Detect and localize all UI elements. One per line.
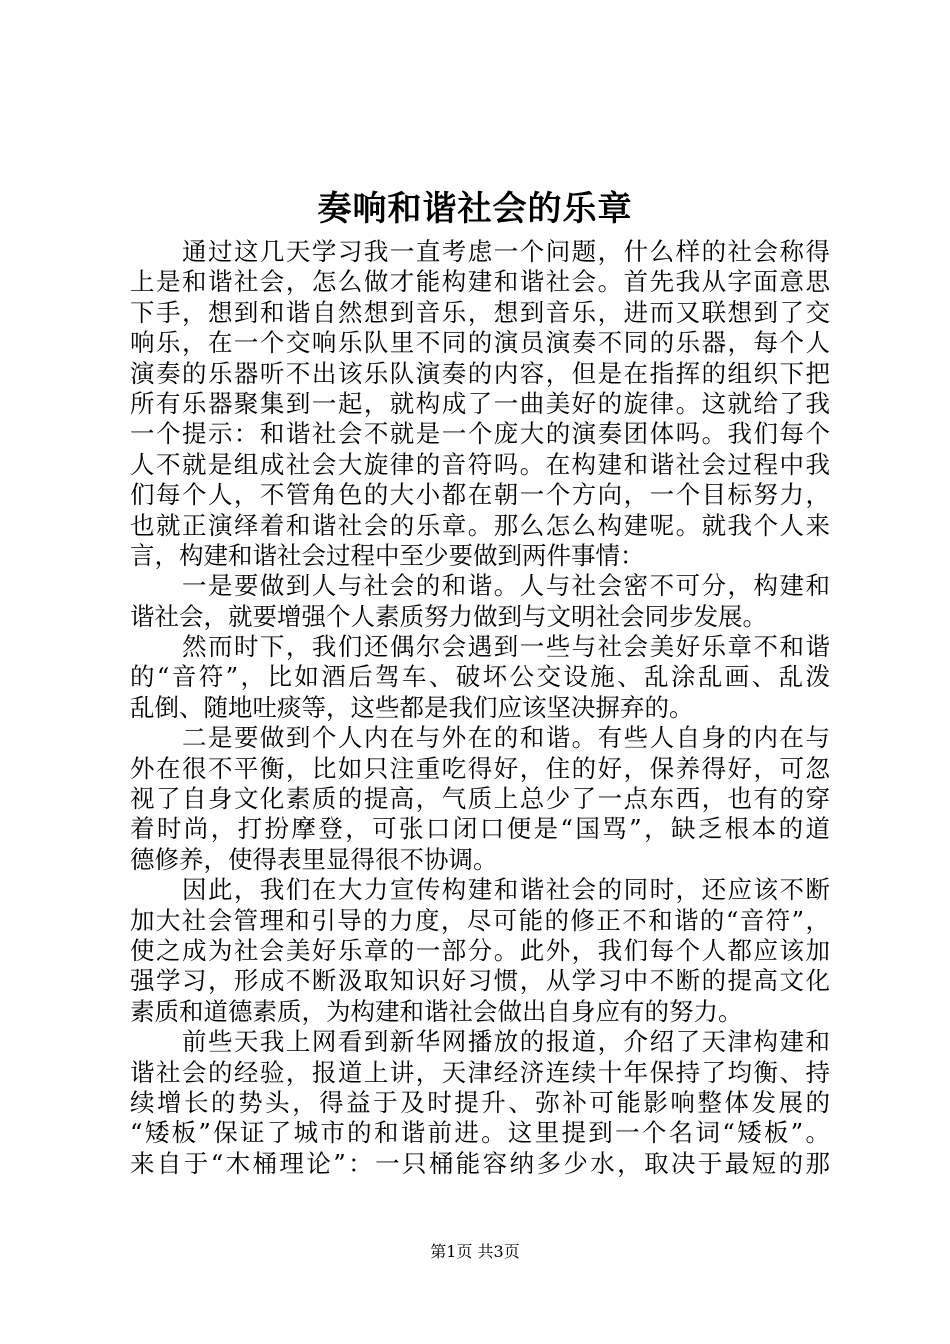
paragraph xyxy=(130,723,830,875)
text-line: 谐社会的经验，报道上讲，天津经济连续十年保持了均衡、持 xyxy=(130,1057,830,1087)
text-line: 响乐，在一个交响乐队里不同的演员演奏不同的乐器，每个人 xyxy=(130,328,830,358)
text-line: 加大社会管理和引导的力度，尽可能的修正不和谐的“音符”， xyxy=(130,905,830,935)
paragraph xyxy=(130,571,830,632)
text-line: 续增长的势头，得益于及时提升、弥补可能影响整体发展的 xyxy=(130,1087,830,1117)
text-line: 因此，我们在大力宣传构建和谐社会的同时，还应该不断 xyxy=(182,875,830,905)
text-line: 一是要做到人与社会的和谐。人与社会密不可分，构建和 xyxy=(182,571,830,601)
text-line: 演奏的乐器听不出该乐队演奏的内容，但是在指挥的组织下把 xyxy=(130,358,830,388)
text-line: 二是要做到个人内在与外在的和谐。有些人自身的内在与 xyxy=(182,723,830,753)
text-line: 所有乐器聚集到一起，就构成了一曲美好的旋律。这就给了我 xyxy=(130,388,830,418)
text-line: 人不就是组成社会大旋律的音符吗。在构建和谐社会过程中我 xyxy=(130,449,830,479)
text-line: 素质和道德素质，为构建和谐社会做出自身应有的努力。 xyxy=(130,996,743,1026)
text-line: 下手，想到和谐自然想到音乐，想到音乐，进而又联想到了交 xyxy=(130,297,830,327)
text-line: 乱倒、随地吐痰等，这些都是我们应该坚决摒弃的。 xyxy=(130,692,694,722)
text-line: 也就正演绎着和谐社会的乐章。那么怎么构建呢。就我个人来 xyxy=(130,510,830,540)
text-line: 德修养，使得表里显得很不协调。 xyxy=(130,844,498,874)
text-line: 着时尚，打扮摩登，可张口闭口便是“国骂”，缺乏根本的道 xyxy=(130,814,830,844)
paragraph xyxy=(130,632,830,723)
text-line: 强学习，形成不断汲取知识好习惯，从学习中不断的提高文化 xyxy=(130,966,830,996)
text-line: 们每个人，不管角色的大小都在朝一个方向，一个目标努力， xyxy=(130,480,830,510)
paragraph xyxy=(130,1027,830,1179)
document-body xyxy=(130,237,830,1179)
page-footer: 第1页 共3页 xyxy=(430,1242,520,1261)
text-line: 通过这几天学习我一直考虑一个问题，什么样的社会称得 xyxy=(182,237,830,266)
text-line: 外在很不平衡，比如只注重吃得好，住的好，保养得好，可忽 xyxy=(130,753,830,783)
text-line: “矮板”保证了城市的和谐前进。这里提到一个名词“矮板”。 xyxy=(130,1118,830,1148)
text-line: 使之成为社会美好乐章的一部分。此外，我们每个人都应该加 xyxy=(130,935,830,965)
text-line: 的“音符”，比如酒后驾车、破坏公交设施、乱涂乱画、乱泼 xyxy=(130,662,830,692)
paragraph xyxy=(130,875,830,1027)
text-line: 上是和谐社会，怎么做才能构建和谐社会。首先我从字面意思 xyxy=(130,267,830,297)
text-line: 一个提示：和谐社会不就是一个庞大的演奏团体吗。我们每个 xyxy=(130,419,830,449)
text-line: 来自于“木桶理论”：一只桶能容纳多少水，取决于最短的那 xyxy=(130,1148,830,1178)
paragraph xyxy=(130,237,830,571)
text-line: 言，构建和谐社会过程中至少要做到两件事情： xyxy=(130,540,645,570)
text-line: 然而时下，我们还偶尔会遇到一些与社会美好乐章不和谐 xyxy=(182,632,830,662)
text-line: 视了自身文化素质的提高，气质上总少了一点东西，也有的穿 xyxy=(130,784,830,814)
page-title: 奏响和谐社会的乐章 xyxy=(317,189,633,229)
text-line: 谐社会，就要增强个人素质努力做到与文明社会同步发展。 xyxy=(130,601,767,631)
text-line: 前些天我上网看到新华网播放的报道，介绍了天津构建和 xyxy=(182,1027,830,1057)
